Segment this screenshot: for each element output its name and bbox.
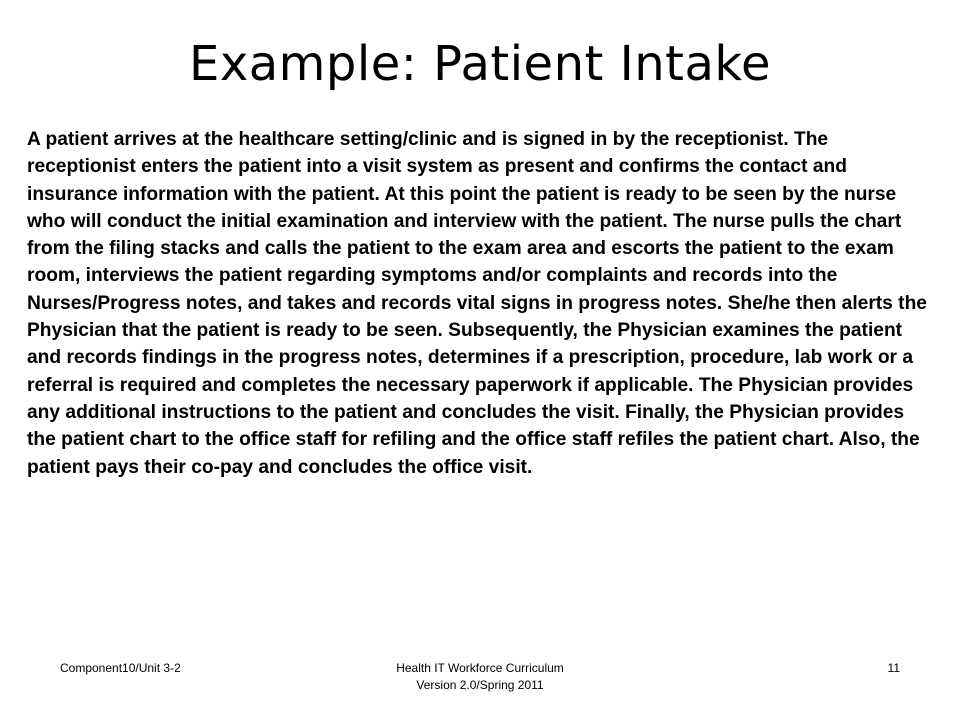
slide-title: Example: Patient Intake: [189, 36, 771, 92]
footer-curriculum-info: [330, 660, 630, 694]
footer-version-line: Version 2.0/Spring 2011: [416, 678, 544, 692]
page-number: 11: [887, 661, 900, 675]
slide-body-text: A patient arrives at the healthcare setting/clinic and is signed in by the receptionist. The receptionist enters the patient into a visit system as present and confirms the contact and insurance information with the patient. At this point the patient is ready to be seen by the nurse who will conduct the initial examination and interview with the patient. The nurse pulls the chart from the filing stacks and calls the patient to the exam area and escorts the patient to the exam room, interviews the patient regarding symptoms and/or complaints and records into the Nurses/Progress notes, and takes and records vital signs in progress notes. She/he then alerts the Physician that the patient is ready to be seen. Subsequently, the Physician examines the patient and records findings in the progress notes, determines if a prescription, procedure, lab work or a referral is required and completes the necessary paperwork if applicable. The Physician provides any additional instructions to the patient and concludes the visit. Finally, the Physician provides the patient chart to the office staff for refiling and the office staff refiles the patient chart. Also, the patient pays their co-pay and concludes the office visit.: [27, 129, 927, 478]
footer-curriculum-line: Health IT Workforce Curriculum: [396, 661, 564, 675]
footer-component-label: Component10/Unit 3-2: [60, 661, 181, 675]
